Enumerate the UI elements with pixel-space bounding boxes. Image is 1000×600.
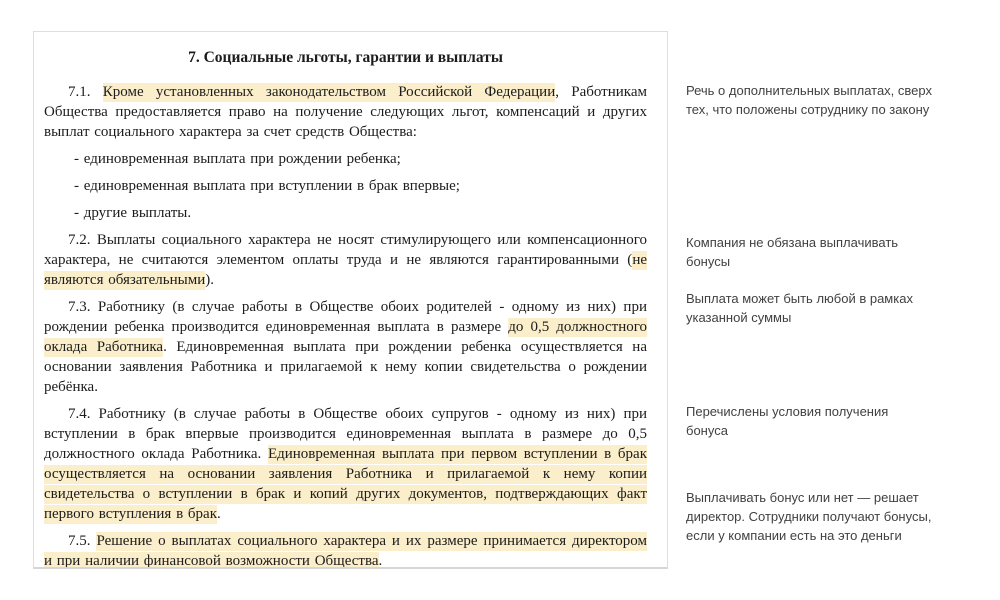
doc-text: 7.3. Работнику (в случае работы в Обществе обоих родителей - одному из них) при рождении ребенка производится единовременная выплата в размере: [44, 299, 647, 335]
doc-text: 7.4. Работнику (в случае работы в Обществе обоих супругов - одному из них) при вступлении в брак впервые производится единовременная выплата в размере до 0,5 должностного оклада Работника.: [44, 406, 647, 462]
doc-text: .: [378, 553, 383, 569]
doc-text: 7.1.: [68, 84, 103, 100]
doc-text: ).: [205, 272, 214, 288]
highlighted-text: Решение о выплатах социального характера и их размере принимается директором и при наличии финансовой возможности Общества: [44, 533, 648, 569]
doc-paragraph-6: [44, 404, 647, 524]
annotation-note-2: Компания не обязана выплачивать бонусы: [686, 235, 899, 269]
annotation-note-3: Выплата может быть любой в рамках указанной суммы: [686, 291, 913, 325]
doc-text: . Единовременная выплата при рождении ребенка осуществляется на основании заявления Работника и прилагаемой к нему копии свидетельства о рождении ребёнка.: [44, 339, 647, 395]
doc-text: .: [217, 506, 221, 522]
document-body: [44, 82, 647, 569]
annotation-note-5: Выплачивать бонус или нет — решает директор. Сотрудники получают бонусы, если у компании есть на это деньги: [686, 490, 932, 543]
doc-paragraph-7: [44, 531, 647, 569]
highlighted-text: Единовременная выплата при первом вступлении в брак осуществляется на основании заявления Работника и прилагаемой к нему копии свидетельства о вступлении в брак и копий других документов, подтверждающих факт первого вступления в брак: [44, 446, 648, 522]
doc-paragraph-0: [44, 82, 647, 142]
doc-paragraph-4: [44, 230, 647, 290]
annotation-note-1: Речь о дополнительных выплатах, сверх тех, что положены сотруднику по закону: [686, 83, 932, 117]
document-title: 7. Социальные льготы, гарантии и выплаты: [188, 49, 503, 66]
doc-list-item-3: [44, 203, 647, 223]
highlighted-text: Кроме установленных законодательством Российской Федерации: [102, 84, 556, 100]
doc-paragraph-5: [44, 297, 647, 397]
doc-list-item-1: [44, 149, 647, 169]
doc-text: - единовременная выплата при вступлении в брак впервые;: [74, 178, 460, 194]
highlighted-text: не являются обязательными: [44, 252, 647, 288]
highlighted-text: до 0,5 должностного оклада Работника: [44, 319, 647, 355]
doc-text: - единовременная выплата при рождении ребенка;: [74, 151, 401, 167]
annotation-note-4: Перечислены условия получения бонуса: [686, 404, 889, 438]
doc-text: 7.2. Выплаты социального характера не носят стимулирующего или компенсационного характера, не считаются элементом оплаты труда и не являются гарантированными (: [44, 232, 647, 268]
doc-text: - другие выплаты.: [74, 205, 192, 221]
doc-text: , Работникам Общества предоставляется право на получение следующих льгот, компенсаций и других выплат социального характера за счет средств Общества:: [44, 84, 647, 140]
doc-text: 7.5.: [68, 533, 97, 549]
doc-list-item-2: [44, 176, 647, 196]
document-page: [33, 31, 668, 569]
